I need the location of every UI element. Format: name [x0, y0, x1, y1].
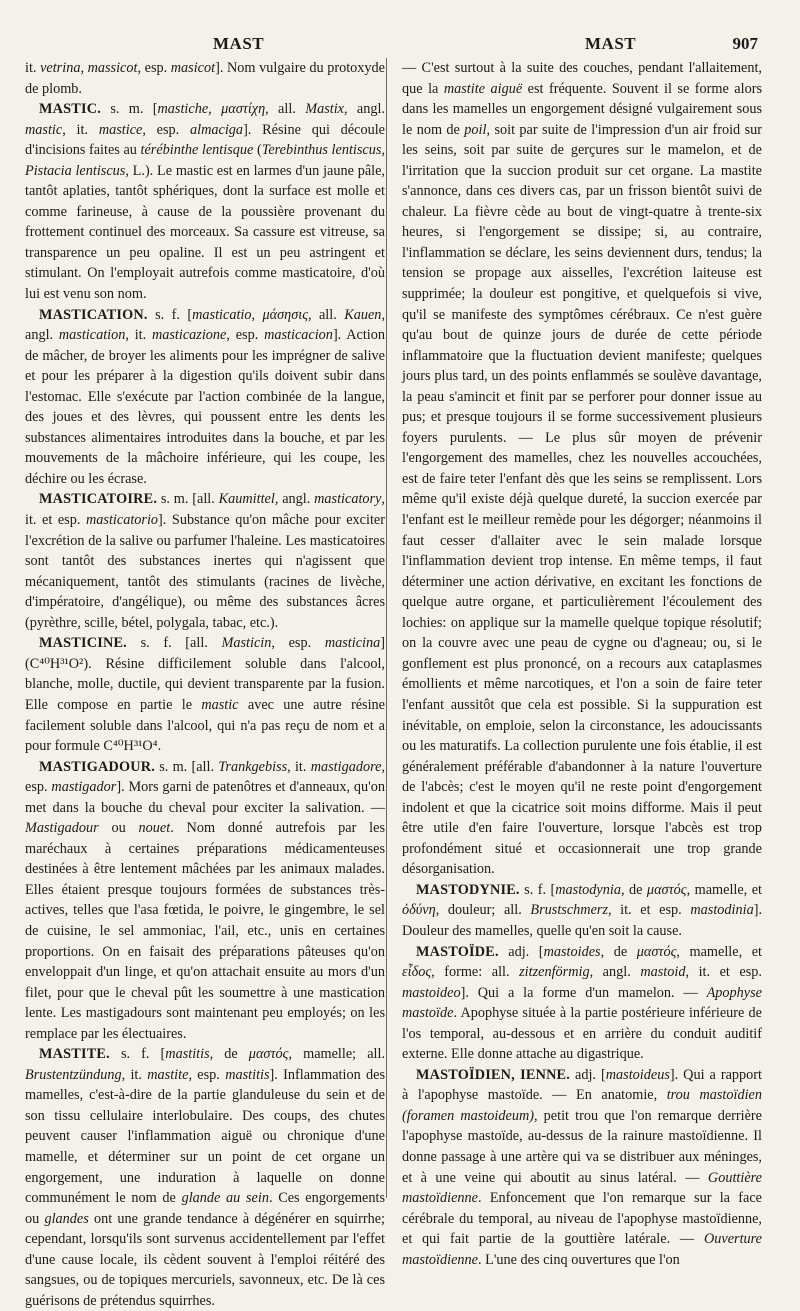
entry-text: s. f. [all.: [126, 635, 222, 652]
entry-text: ]. Mors garni de patenôtres et d'anneaux, qu'on met dans la bouche du cheval pour exciter la salivation. —: [25, 779, 385, 816]
entry-text: ,: [381, 142, 385, 159]
italic-term: mastication: [58, 327, 126, 344]
italic-term: masticazione: [151, 327, 227, 344]
entry-text: , all.: [307, 306, 345, 323]
italic-term: εἶδος: [402, 964, 432, 981]
italic-term: Gouttière mastoïdienne: [402, 1169, 762, 1207]
italic-term: mastigador: [51, 779, 117, 796]
entry-text: . Nom donné autrefois par les maréchaux à certaines préparations médicamenteuses destinées à être lentement mâchées par les animaux malades. Elles étaient presque toujours formées de substances très-actives, telles que l'asa fœtida, le poivre, le gingembre, le sel de cuisine, le sel ammoniac, l'ail, etc., unis en certaines proportions. On en faisait des préparations pâteuses qu'on enveloppait d'un linge, et qu'on attachait ensuite au mors d'un filet, pour que le cheval pût les soumettre à une mastication lente. Les mastigadours sont maintenant peu employés; on les remplace par les électuaires.: [25, 820, 385, 1042]
right-running-headword: MAST: [585, 34, 637, 53]
entry-text: , it. et esp.: [685, 964, 762, 981]
entry-text: ]. Action de mâcher, de broyer les aliments pour les imprégner de salive et pour les préparer à la digestion qu'ils doivent subir dans l'estomac. Elle s'exécute par l'action combinée de la langue, des joues et des lèvres, qui poussent entre les dents les substances alimentaires introduites dans la bouche, et par les mouvements de la mâchoire inférieure, qui les coupe, les déchire ou les écrase.: [25, 327, 386, 487]
entry-text: adj. [: [498, 943, 544, 960]
italic-term: masticina: [324, 635, 381, 652]
italic-term: mastoideo: [402, 984, 461, 1001]
entry-text: , L.). Le mastic est en larmes d'un jaune pâle, tantôt aplaties, tantôt sphériques, dont la surface est molle et comme farineuse, à cause de la poussière provenant du frottement continuel des morceaux. Sa cassure est vitreuse, sa transparence un peu opaline. Il est un peu astringent et stimulant. On l'employait autrefois comme masticatoire, d'où lui est venu son nom.: [25, 162, 385, 303]
entry-text: , mamelle, et: [686, 881, 762, 898]
italic-term: mastoides: [543, 943, 601, 960]
italic-term: Brustschmerz: [530, 902, 608, 919]
italic-term: mastic: [25, 121, 63, 138]
entry-text: , it. et esp.: [25, 491, 385, 529]
entry-continuation: [25, 58, 385, 99]
entry-text: , it.: [62, 121, 99, 138]
entry-mastic: [25, 99, 385, 304]
italic-term: Masticin: [221, 635, 272, 652]
entry-mastigadour: [25, 757, 385, 1045]
italic-term: μαστός: [636, 943, 677, 960]
italic-term: masticatorio: [85, 512, 159, 529]
running-header: [25, 30, 770, 58]
entry-text: ]. Substance qu'on mâche pour exciter l'excrétion de la salive ou parfumer l'haleine. Les masticatoires sont tantôt des substances inertes qui n'agissent que mécaniquement, tantôt des stimulants (racines de livèche, d'impératoire, d'angélique), ou même des substances âcres (pyrèthre, scille, bétel, polygala, tabac, etc.).: [25, 512, 385, 631]
entry-text: ]. Qui a la forme d'un mamelon. —: [460, 984, 707, 1001]
italic-term: μαστός: [646, 881, 687, 898]
entry-headword: MASTITE.: [39, 1046, 110, 1063]
italic-term: almaciga: [190, 121, 244, 138]
entry-text: , it.: [287, 758, 311, 775]
entry-mastication: [25, 305, 385, 490]
entry-text: s. m. [all.: [155, 758, 219, 775]
entry-text: , de: [209, 1046, 249, 1063]
entry-text: ]. Qui a rapport à l'apophyse mastoïde. — En anatomie,: [402, 1066, 762, 1104]
entry-text: . Enfoncement que l'on remarque sur la face cérébrale du temporal, au niveau de l'apophyse mastoïdienne, et qui fait partie de la gouttière latérale. —: [402, 1190, 762, 1248]
italic-term: glande au sein: [181, 1190, 269, 1207]
italic-term: mastitis: [225, 1066, 270, 1083]
entry-text: (: [253, 142, 262, 159]
entry-text: est fréquente. Souvent il se forme alors dans les mamelles un engorgement désigné vulgairement sous le nom de: [402, 80, 762, 138]
entry-continuation: [402, 58, 762, 880]
entry-text: , angl.: [25, 306, 385, 344]
entry-text: ont une grande tendance à dégénérer en squirrhe; cependant, lorsqu'ils sont survenus accidentellement par l'effet d'une cause locale, ils cèdent souvent à l'emploi réitéré des sangsues, ou de topiques mercuriels, savonneux, etc. De là ces guérisons de prétendus squirrhes.: [25, 1210, 385, 1309]
entry-text: s. f. [: [147, 306, 193, 323]
entry-mastodynie: [402, 880, 762, 942]
italic-term: Terebinthus lentiscus: [261, 142, 382, 159]
entry-headword: MASTICATOIRE.: [39, 491, 158, 508]
entry-text: it.: [25, 60, 41, 76]
entry-mastoidien-ienne: [402, 1065, 762, 1270]
italic-term: mastite: [147, 1066, 189, 1083]
column-divider: [386, 58, 387, 1198]
entry-headword: MASTICATION.: [39, 306, 148, 323]
italic-term: mastic: [201, 696, 239, 713]
italic-term: zitzenförmig: [519, 964, 590, 981]
italic-term: Apophyse mastoïde: [402, 984, 762, 1022]
entry-text: , it.: [125, 327, 152, 344]
entry-text: , esp.: [137, 60, 171, 76]
italic-term: trou mastoïdien (foramen mastoideum): [402, 1087, 762, 1124]
entry-text: , angl.: [344, 101, 386, 118]
italic-term: masticatory: [314, 491, 382, 508]
italic-term: mastodinia: [690, 902, 754, 919]
italic-term: vetrina, massicot: [40, 60, 138, 76]
italic-term: Kauen: [344, 306, 382, 323]
entry-text: ]. Nom vulgaire du protoxyde de plomb.: [25, 60, 385, 97]
right-column: [402, 58, 762, 1311]
italic-term: mastice: [98, 121, 143, 138]
entry-headword: MASTICINE.: [39, 635, 127, 652]
entry-text: . L'une des cinq ouvertures que l'on: [478, 1251, 680, 1268]
entry-masticine: [25, 633, 385, 756]
italic-term: mastoid: [640, 964, 686, 981]
entry-mastite: [25, 1044, 385, 1311]
entry-text: ]. Douleur des mamelles, quelle qu'en soit la cause.: [402, 902, 763, 939]
entry-text: , esp.: [271, 635, 325, 652]
entry-text: , esp.: [188, 1066, 226, 1083]
entry-text: avec une autre résine facilement soluble dans l'alcool, qui n'a pas reçu de nom et a pour formule C⁴⁰H³¹O⁴.: [25, 696, 385, 755]
italic-term: masicot: [170, 60, 216, 76]
entry-text: , petit trou que l'on remarque derrière l'apophyse mastoïde, au-dessus de la rainure mastoïdienne. Il donne passage à une artère qui va se distribuer aux méninges, et à une veine qui aboutit au sinus latéral. —: [402, 1107, 762, 1186]
italic-term: Ouverture mastoïdienne: [402, 1231, 762, 1268]
entry-text: , de: [600, 943, 637, 960]
italic-term: Mastix: [305, 101, 344, 118]
entry-headword: MASTIGADOUR.: [39, 758, 156, 775]
entry-mastoide: [402, 942, 762, 1065]
italic-term: mastite aiguë: [443, 80, 523, 97]
italic-term: Trankgebiss: [218, 758, 288, 775]
italic-term: ὀδύνη: [402, 902, 436, 919]
page-number: 907: [732, 34, 758, 53]
entry-text: , it.: [121, 1066, 148, 1083]
text-columns: [25, 58, 770, 1311]
left-running-headword: MAST: [213, 34, 265, 53]
entry-text: , esp.: [226, 327, 265, 344]
entry-text: adj. [: [570, 1066, 606, 1083]
italic-term: mastodynia: [555, 881, 621, 898]
entry-headword: MASTOÏDE.: [416, 943, 499, 960]
italic-term: mastiche, μαστίχη: [157, 101, 266, 118]
italic-term: mastigadore: [310, 758, 382, 775]
entry-text: , esp.: [142, 121, 191, 138]
italic-term: μαστός: [248, 1046, 289, 1063]
left-column: [25, 58, 385, 1311]
entry-headword: MASTOÏDIEN, IENNE.: [416, 1066, 571, 1083]
entry-text: , forme: all.: [431, 964, 520, 981]
entry-headword: MASTIC.: [39, 101, 101, 118]
entry-text: , it. et esp.: [608, 902, 691, 919]
entry-text: , mamelle, et: [676, 943, 762, 960]
entry-text: — C'est surtout à la suite des couches, pendant l'allaitement, que la: [402, 60, 762, 97]
entry-text: ]. Inflammation des mamelles, c'est-à-dire de la partie glanduleuse du sein et de son tissu cellulaire interlobulaire. Des coups, des chutes peuvent causer l'inflammation aiguë ou chronique d'une mamelle, et déterminer sur un point de cet organe un engorgement, une induration à laquelle on donne communément le nom de: [25, 1066, 386, 1207]
entry-text: , soit par suite de l'impression d'un air froid sur les seins, soit par suite de gerçures sur le mamelon, et de l'irritation que la succion produit sur cet organe. La mastite s'annonce, dans ces divers cas, par un frisson bientôt suivi de chaleur. La fièvre cède au bout de vingt-quatre à trente-six heures, si l'engorgement se dissipe; si, au contraire, l'inflammation se déclare, les seins deviennent durs, tendus; la tension se propage aux aisselles, l'excrétion laiteuse est supprimée; la douleur est pongitive, et quelquefois si vive, qu'il se manifeste des symptômes cérébraux. Ce n'est guère qu'au bout de quinze jours de durée de cette période inflammatoire que la fluctuation devient manifeste; quelques jours plus tard, un des points enflammés se soulève davantage, la peau s'amincit et finit par se perforer pour donner issue au pus; et presque toujours il se forme successivement plusieurs foyers purulents. — Le plus sûr moyen de prévenir l'engorgement des mamelles, chez les nouvelles accouchées, est de faire teter l'enfant dès que les seins se remplissent. Lors même qu'il existe déjà quelque dureté, la succion exercée par l'enfant est le meilleur remède pour les dégorger; néanmoins il faut cesser d'allaiter avec le sein malade lorsque l'inflammation devient trop intense. En même temps, il faut déterminer une action dérivative, en excitant les fonctions de quelque autre organe, et particulièrement l'écoulement des lochies: on applique sur la mamelle quelque topique résolutif; on la couvre avec une peau de cygne ou d'agneau; ou, si le gonflement est plus prononcé, on a recours aux cataplasmes émollients et même narcotiques, et l'on a soin de faire teter l'enfant aussitôt que cela est possible. Si la suppuration est inévitable, on emploie, selon la circonstance, les adoucissants ou les maturatifs. La collection purulente une fois établie, il est généralement préférable d'abandonner à la nature l'ouverture de l'abcès; c'est le moyen qu'il ne reste point d'engorgement indolent et que la cicatrice soit moins difforme. Mais il peut être utile d'en faire l'ouverture, lorsque l'abcès est trop profondément situé et occasionnerait une trop grande désorganisation.: [402, 121, 762, 878]
entry-headword: MASTODYNIE.: [416, 881, 520, 898]
italic-term: Pistacia lentiscus: [25, 162, 126, 179]
italic-term: masticacion: [264, 327, 333, 344]
entry-text: , esp.: [25, 758, 385, 796]
italic-term: térébinthe lentisque: [140, 142, 254, 159]
italic-term: nouet: [138, 820, 171, 837]
entry-text: ]. Résine qui découle d'incisions faites au: [25, 121, 385, 159]
entry-text: , angl.: [589, 964, 641, 981]
entry-masticatoire: [25, 489, 385, 633]
entry-text: , angl.: [274, 491, 315, 508]
entry-text: s. f. [: [519, 881, 556, 898]
entry-text: ou: [98, 820, 139, 837]
italic-term: poil: [464, 121, 487, 138]
entry-text: s. m. [all.: [157, 491, 219, 508]
italic-term: mastitis: [165, 1046, 210, 1063]
entry-text: , all.: [265, 101, 306, 118]
entry-text: . Apophyse située à la partie postérieure inférieure de l'os temporal, au-dessous et en arrière du conduit auditif externe. Elle donne attache au digastrique.: [402, 1005, 762, 1063]
entry-text: ] (C⁴⁰H³¹O²). Résine difficilement soluble dans l'alcool, blanche, molle, ductile, qui devient transparente par la fusion. Elle compose en partie le: [25, 635, 385, 713]
italic-term: mastoideus: [605, 1066, 670, 1083]
italic-term: glandes: [44, 1210, 89, 1227]
entry-text: , de: [620, 881, 647, 898]
italic-term: masticatio, μάσησις: [192, 306, 308, 323]
entry-text: , mamelle; all.: [288, 1046, 386, 1063]
entry-text: . Ces engorgements ou: [25, 1190, 385, 1227]
italic-term: Kaumittel: [218, 491, 275, 508]
italic-term: Mastigadour: [25, 820, 99, 837]
entry-text: s. m. [: [100, 101, 158, 118]
italic-term: Brustentzündung: [25, 1066, 122, 1083]
entry-text: s. f. [: [109, 1046, 166, 1063]
entry-text: , douleur; all.: [435, 902, 531, 919]
